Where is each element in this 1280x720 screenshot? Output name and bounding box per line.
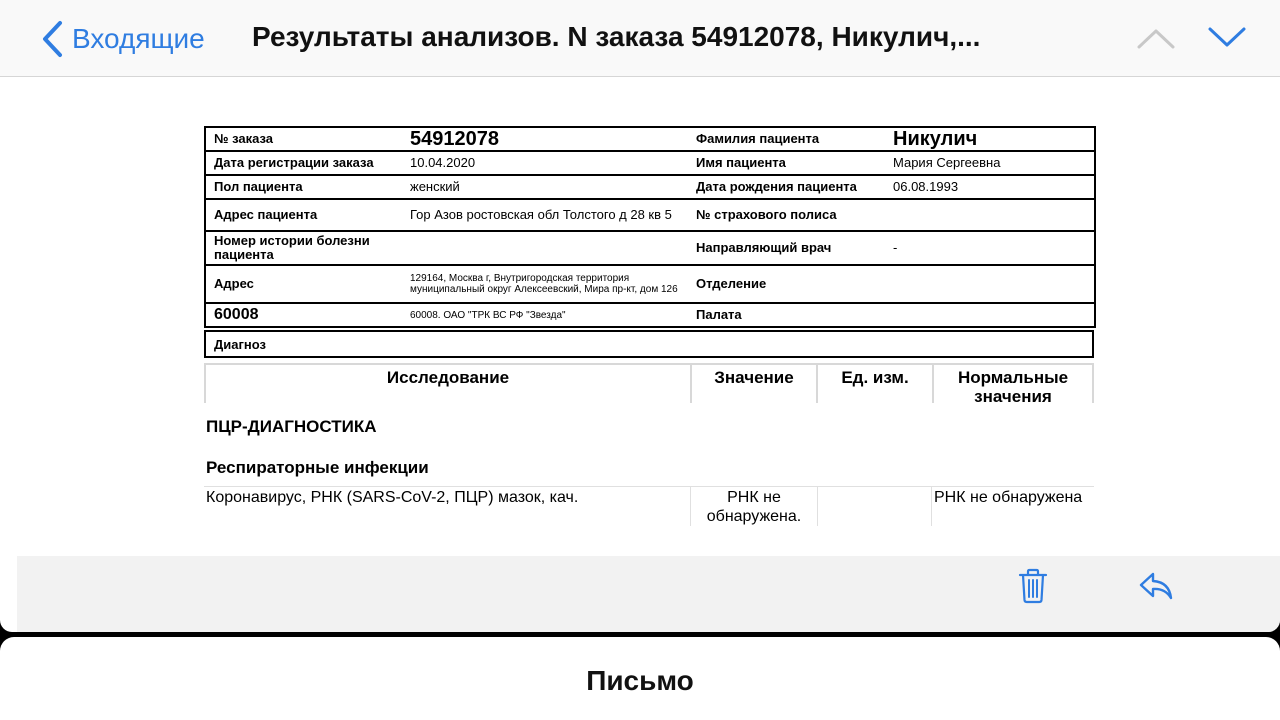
back-button-label: Входящие (72, 23, 205, 54)
bottom-sheet[interactable] (0, 637, 1280, 720)
department-value (885, 265, 1095, 303)
chevron-left-icon (40, 20, 64, 58)
patient-address-label: Адрес пациента (205, 199, 402, 231)
address-label: Адрес (205, 265, 402, 303)
sheet-title: Письмо (586, 665, 694, 696)
client-code: 60008 (205, 303, 402, 327)
patient-name-label: Имя пациента (688, 151, 885, 175)
previous-email-button[interactable] (1136, 24, 1176, 57)
ward-value (885, 303, 1095, 327)
table-row (205, 199, 1095, 231)
navigation-bar (0, 0, 1280, 77)
table-row (205, 151, 1095, 175)
table-row (205, 175, 1095, 199)
birth-date-value: 06.08.1993 (885, 175, 1095, 199)
table-row (205, 231, 1095, 265)
next-email-button[interactable] (1207, 24, 1247, 57)
patient-address-value: Гор Азов ростовская обл Толстого д 28 кв 5 (402, 199, 688, 231)
surname-label: Фамилия пациента (696, 131, 820, 146)
study-name: Коронавирус, РНК (SARS-CoV-2, ПЦР) мазок, кач. (206, 489, 579, 506)
ward-label: Палата (688, 303, 885, 327)
back-to-inbox-button[interactable] (40, 18, 205, 60)
history-number-label: Номер истории болезни пациента (205, 231, 402, 265)
delete-button[interactable] (1018, 568, 1048, 609)
referring-doctor-value: - (885, 231, 1095, 265)
registration-date-label: Дата регистрации заказа (205, 151, 402, 175)
insurance-policy-value (885, 199, 1095, 231)
birth-date-label: Дата рождения пациента (688, 175, 885, 199)
patient-name-value: Мария Сергеевна (885, 151, 1095, 175)
table-row (205, 127, 1095, 151)
order-number-label: № заказа (214, 131, 274, 146)
subsection-title: Респираторные инфекции (206, 458, 429, 477)
department-label: Отделение (688, 265, 885, 303)
value-column-header: Значение (690, 365, 816, 403)
registration-date-value: 10.04.2020 (402, 151, 688, 175)
table-row (205, 303, 1095, 327)
chevron-up-icon (1136, 24, 1176, 52)
sex-value: женский (402, 175, 688, 199)
address-value: 129164, Москва г, Внутригородская территория муниципальный округ Алексеевский, Мира пр-кт, дом 126 (402, 265, 688, 303)
surname-value: Никулич (893, 128, 978, 150)
table-row (204, 486, 1094, 526)
normal-value: РНК не обнаружена (934, 489, 1083, 506)
order-number-value: 54912078 (410, 128, 499, 150)
chevron-down-icon (1207, 24, 1247, 52)
reply-icon (1138, 570, 1174, 602)
lab-results-document (204, 126, 1094, 526)
unit-column-header: Ед. изм. (816, 365, 932, 403)
normal-values-column-header: Нормальные значения (932, 365, 1094, 403)
bottom-toolbar (17, 556, 1280, 632)
results-table-header (204, 363, 1094, 406)
result-unit (818, 487, 932, 526)
email-subject: Результаты анализов. N заказа 54912078, Никулич,... (252, 21, 981, 52)
sex-label: Пол пациента (205, 175, 402, 199)
trash-icon (1018, 568, 1048, 604)
referring-doctor-label: Направляющий врач (688, 231, 885, 265)
email-body[interactable] (107, 78, 1280, 556)
section-title: ПЦР-ДИАГНОСТИКА (206, 417, 377, 436)
result-value: РНК не обнаружена. (690, 487, 818, 526)
study-column-header: Исследование (204, 365, 690, 403)
reply-button[interactable] (1138, 570, 1174, 607)
client-name: 60008. ОАО "ТРК ВС РФ "Звезда" (402, 303, 688, 327)
order-info-table (204, 126, 1096, 328)
diagnosis-label: Диагноз (204, 330, 1094, 358)
history-number-value (402, 231, 688, 265)
insurance-policy-label: № страхового полиса (688, 199, 885, 231)
table-row (205, 265, 1095, 303)
